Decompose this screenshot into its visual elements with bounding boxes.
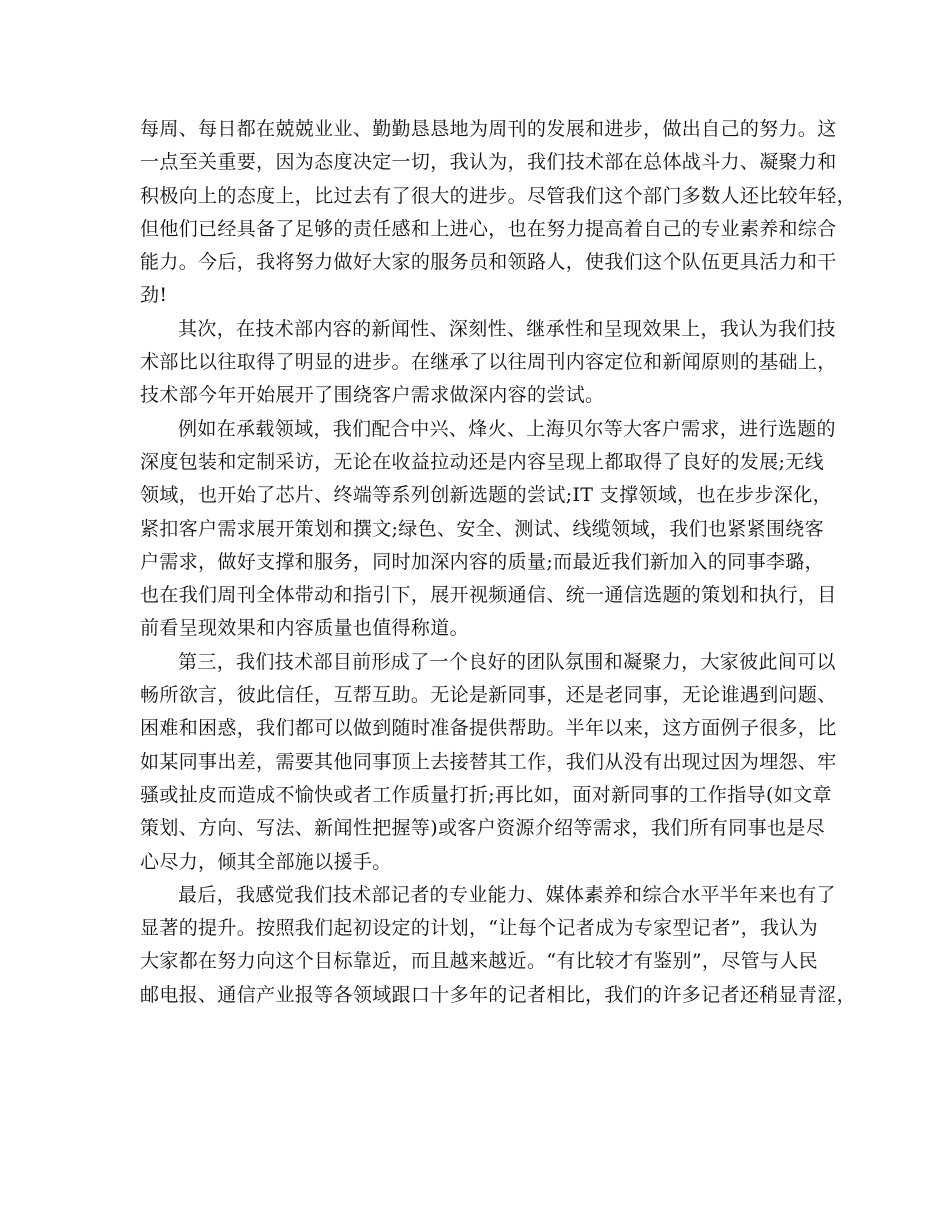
text-line: 户需求，做好支撑和服务，同时加深内容的质量;而最近我们新加入的同事李璐，	[140, 550, 825, 573]
text-line: 例如在承载领域，我们配合中兴、烽火、上海贝尔等大客户需求，进行选题的	[178, 417, 836, 440]
text-line: 困难和困惑，我们都可以做到随时准备提供帮助。半年以来，这方面例子很多，比	[140, 717, 837, 740]
text-line: 大家都在努力向这个目标靠近，而且越来越近。“有比较才有鉴别”，尽管与人民	[140, 950, 819, 973]
text-line: 每周、每日都在兢兢业业、勤勤恳恳地为周刊的发展和进步，做出自己的努力。这	[140, 118, 837, 140]
text-line: 劲!	[140, 284, 168, 307]
text-line: 其次，在技术部内容的新闻性、深刻性、继承性和呈现效果上，我认为我们技	[178, 317, 836, 340]
text-line: 紧扣客户需求展开策划和撰文;绿色、安全、测试、线缆领域，我们也紧紧围绕客	[140, 517, 825, 540]
paragraph	[140, 313, 837, 413]
text-line: 一点至关重要，因为态度决定一切，我认为，我们技术部在总体战斗力、凝聚力和	[140, 151, 837, 174]
text-line: 邮电报、通信产业报等各领域跟口十多年的记者相比，我们的许多记者还稍显青涩，	[140, 983, 856, 1006]
text-line: 前看呈现效果和内容质量也值得称道。	[140, 617, 469, 640]
text-line: 术部比以往取得了明显的进步。在继承了以往周刊内容定位和新闻原则的基础上，	[140, 351, 837, 374]
text-line: 策划、方向、写法、新闻性把握等)或客户资源介绍等需求，我们所有同事也是尽	[140, 817, 826, 840]
paragraph	[140, 879, 856, 1012]
text-line: 骚或扯皮而造成不愉快或者工作质量打折;再比如，面对新同事的工作指导(如文章	[140, 783, 832, 806]
text-line: 领域，也开始了芯片、终端等系列创新选题的尝试;IT 支撑领域，也在步步深化，	[140, 484, 832, 507]
text-line: 显著的提升。按照我们起初设定的计划，“让每个记者成为专家型记者”，我认为	[140, 917, 819, 940]
text-line: 技术部今年开始展开了围绕客户需求做深内容的尝试。	[140, 384, 605, 407]
text-line: 积极向上的态度上，比过去有了很大的进步。尽管我们这个部门多数人还比较年轻，	[140, 184, 856, 207]
text-line: 心尽力，倾其全部施以援手。	[140, 850, 392, 873]
text-line: 第三，我们技术部目前形成了一个良好的团队氛围和凝聚力，大家彼此间可以	[178, 650, 836, 673]
text-line: 也在我们周刊全体带动和指引下，展开视频通信、统一通信选题的策划和执行，目	[140, 584, 837, 607]
text-line: 但他们已经具备了足够的责任感和上进心，也在努力提高着自己的专业素养和综合	[140, 217, 837, 240]
text-line: 最后，我感觉我们技术部记者的专业能力、媒体素养和综合水平半年来也有了	[178, 883, 836, 906]
paragraph	[140, 113, 856, 313]
text-line: 如某同事出差，需要其他同事顶上去接替其工作，我们从没有出现过因为埋怨、牢	[140, 750, 837, 773]
text-line: 能力。今后，我将努力做好大家的服务员和领路人，使我们这个队伍更具活力和干	[140, 251, 837, 274]
document-body	[140, 113, 856, 1012]
text-line: 深度包装和定制采访，无论在收益拉动还是内容呈现上都取得了良好的发展;无线	[140, 450, 825, 473]
text-line: 畅所欲言，彼此信任，互帮互助。无论是新同事，还是老同事，无论谁遇到问题、	[140, 684, 837, 707]
paragraph	[140, 646, 837, 879]
paragraph	[140, 413, 837, 646]
